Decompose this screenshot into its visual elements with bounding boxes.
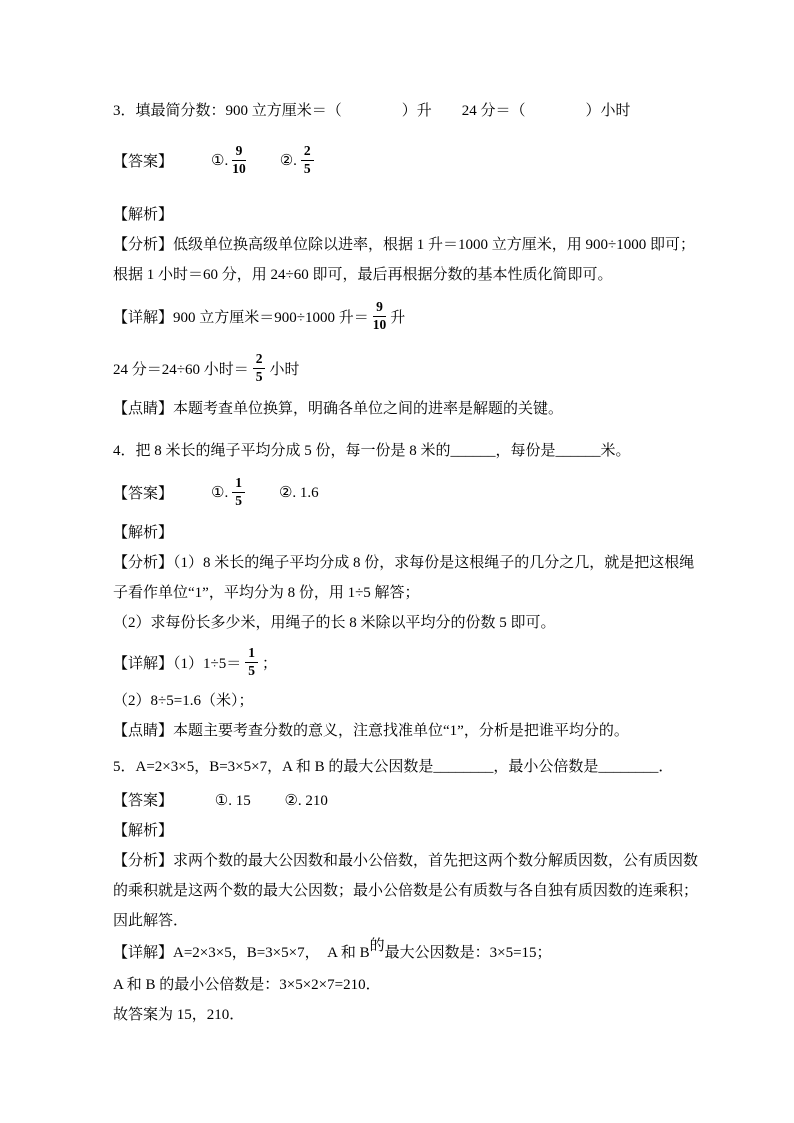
q3-question-text: 3．填最简分数：900 立方厘米＝（ ）升 24 分＝（ ）小时 — [113, 103, 631, 119]
fraction-denominator: 10 — [372, 316, 387, 332]
fraction-denominator: 5 — [245, 662, 258, 678]
fenxi-text: 【分析】（1）8 米长的绳子平均分成 8 份，求每份是这根绳子的几分之几，就是把这根绳 — [113, 555, 695, 571]
fraction-numerator: 9 — [376, 299, 383, 315]
q3-fenxi-line2 — [113, 260, 683, 290]
q3-answer-line — [113, 134, 683, 186]
detail-text: （2）8÷5=1.6（米）； — [113, 693, 254, 709]
fraction-1-5 — [232, 476, 245, 507]
detail-text: A 和 B 的最小公倍数是：3×5×2×7=210． — [113, 977, 381, 993]
q5-question — [113, 752, 683, 782]
detail-text-pre: 【详解】A=2×3×5，B=3×5×7， A 和 B — [113, 945, 370, 961]
q5-fenxi-line2 — [113, 876, 699, 906]
fraction-9-10 — [232, 144, 246, 175]
fenxi-text: 根据 1 小时＝60 分，用 24÷60 即可，最后再根据分数的基本性质化简即可。 — [113, 267, 613, 283]
detail-text-post: 升 — [390, 309, 406, 326]
fraction-denominator: 5 — [253, 368, 266, 384]
jiexi-text: 【解析】 — [113, 525, 174, 541]
detail-text-pre: 24 分＝24÷60 小时＝ — [113, 361, 249, 378]
q3-dianjing-line — [113, 394, 683, 424]
jiexi-text: 【解析】 — [113, 823, 174, 839]
fenxi-text: 【分析】求两个数的最大公因数和最小公倍数，首先把这两个数分解质因数，公有质因数 — [113, 853, 699, 869]
detail-text-post: ； — [261, 655, 277, 672]
detail-superscript: 的 — [369, 938, 385, 954]
q4-answer-line — [113, 466, 683, 518]
fraction-numerator: 2 — [255, 351, 263, 367]
document-content — [113, 96, 699, 1030]
q5-fenxi-line1 — [113, 846, 699, 876]
fenxi-text: 【分析】低级单位换高级单位除以进率，根据 1 升＝1000 立方厘米，用 900÷1000 即可； — [113, 237, 695, 253]
q5-detail-line2 — [113, 970, 683, 1000]
q5-fenxi-line3 — [113, 906, 683, 936]
q5-conclusion-line — [113, 1000, 683, 1030]
q3-detail-line1 — [113, 290, 683, 342]
fraction-denominator: 5 — [232, 492, 245, 508]
fraction-2-5 — [253, 352, 266, 383]
detail-text-pre: 【详解】（1）1÷5＝ — [113, 655, 242, 672]
fenxi-text: 因此解答． — [113, 913, 189, 929]
q4-question-text: 4．把 8 米长的绳子平均分成 5 份，每一份是 8 米的______，每份是______米。 — [113, 443, 631, 459]
fraction-denominator: 10 — [232, 160, 246, 176]
jiexi-text: 【解析】 — [113, 207, 174, 223]
answer-item1-label: ①. — [211, 152, 229, 169]
detail-text-pre: 【详解】900 立方厘米＝900÷1000 升＝ — [113, 309, 369, 326]
fraction-numerator: 2 — [303, 143, 311, 159]
fraction-numerator: 9 — [235, 143, 243, 159]
fraction-2-5 — [301, 144, 314, 175]
q5-question-text: 5．A=2×3×5，B=3×5×7，A 和 B 的最大公因数是________，最小公倍数是________． — [113, 759, 674, 775]
q4-fenxi-line1 — [113, 548, 695, 578]
dianjing-text: 【点睛】本题主要考查分数的意义，注意找准单位“1”，分析是把谁平均分的。 — [113, 723, 629, 739]
q3-jiexi-label — [113, 200, 683, 230]
answer-label: 【答案】 — [113, 793, 174, 809]
conclusion-text: 故答案为 15，210． — [113, 1007, 245, 1023]
q4-jiexi-label — [113, 518, 683, 548]
q4-detail-line1 — [113, 638, 683, 686]
answer-item2-text: ②. 210 — [284, 793, 328, 809]
answer-label: 【答案】 — [113, 485, 174, 502]
q5-jiexi-label — [113, 816, 683, 846]
q4-fenxi-line3 — [113, 608, 683, 638]
answer-item2-text: ②. 1.6 — [278, 484, 319, 501]
answer-label: 【答案】 — [113, 153, 174, 170]
dianjing-text: 【点睛】本题考查单位换算，明确各单位之间的进率是解题的关键。 — [113, 401, 564, 417]
q3-question — [113, 96, 683, 126]
detail-text-post: 小时 — [269, 361, 300, 378]
answer-item2-label: ②. — [279, 152, 297, 169]
q3-detail-line2 — [113, 342, 683, 394]
fraction-numerator: 1 — [248, 645, 255, 661]
q5-answer-line — [113, 786, 683, 816]
fraction-1-5 — [245, 646, 258, 677]
detail-text-post: 最大公因数是：3×5=15； — [384, 945, 552, 961]
fenxi-text: （2）求每份长多少米，用绳子的长 8 米除以平均分的份数 5 即可。 — [113, 615, 556, 631]
fenxi-text: 子看作单位“1”，平均分为 8 份，用 1÷5 解答； — [113, 585, 420, 601]
q4-fenxi-line2 — [113, 578, 683, 608]
fraction-numerator: 1 — [235, 475, 242, 491]
q4-question — [113, 436, 683, 466]
q3-fenxi-line1 — [113, 230, 695, 260]
answer-item1-text: ①. 15 — [214, 793, 251, 809]
answer-item1-label: ①. — [211, 484, 229, 501]
q5-detail-line1 — [113, 936, 683, 970]
fraction-9-10 — [373, 300, 387, 331]
fenxi-text: 的乘积就是这两个数的最大公因数；最小公倍数是公有质数与各自独有质因数的连乘积； — [113, 883, 699, 899]
fraction-denominator: 5 — [301, 160, 314, 176]
q4-dianjing-line — [113, 716, 683, 746]
q4-detail-line2 — [113, 686, 683, 716]
